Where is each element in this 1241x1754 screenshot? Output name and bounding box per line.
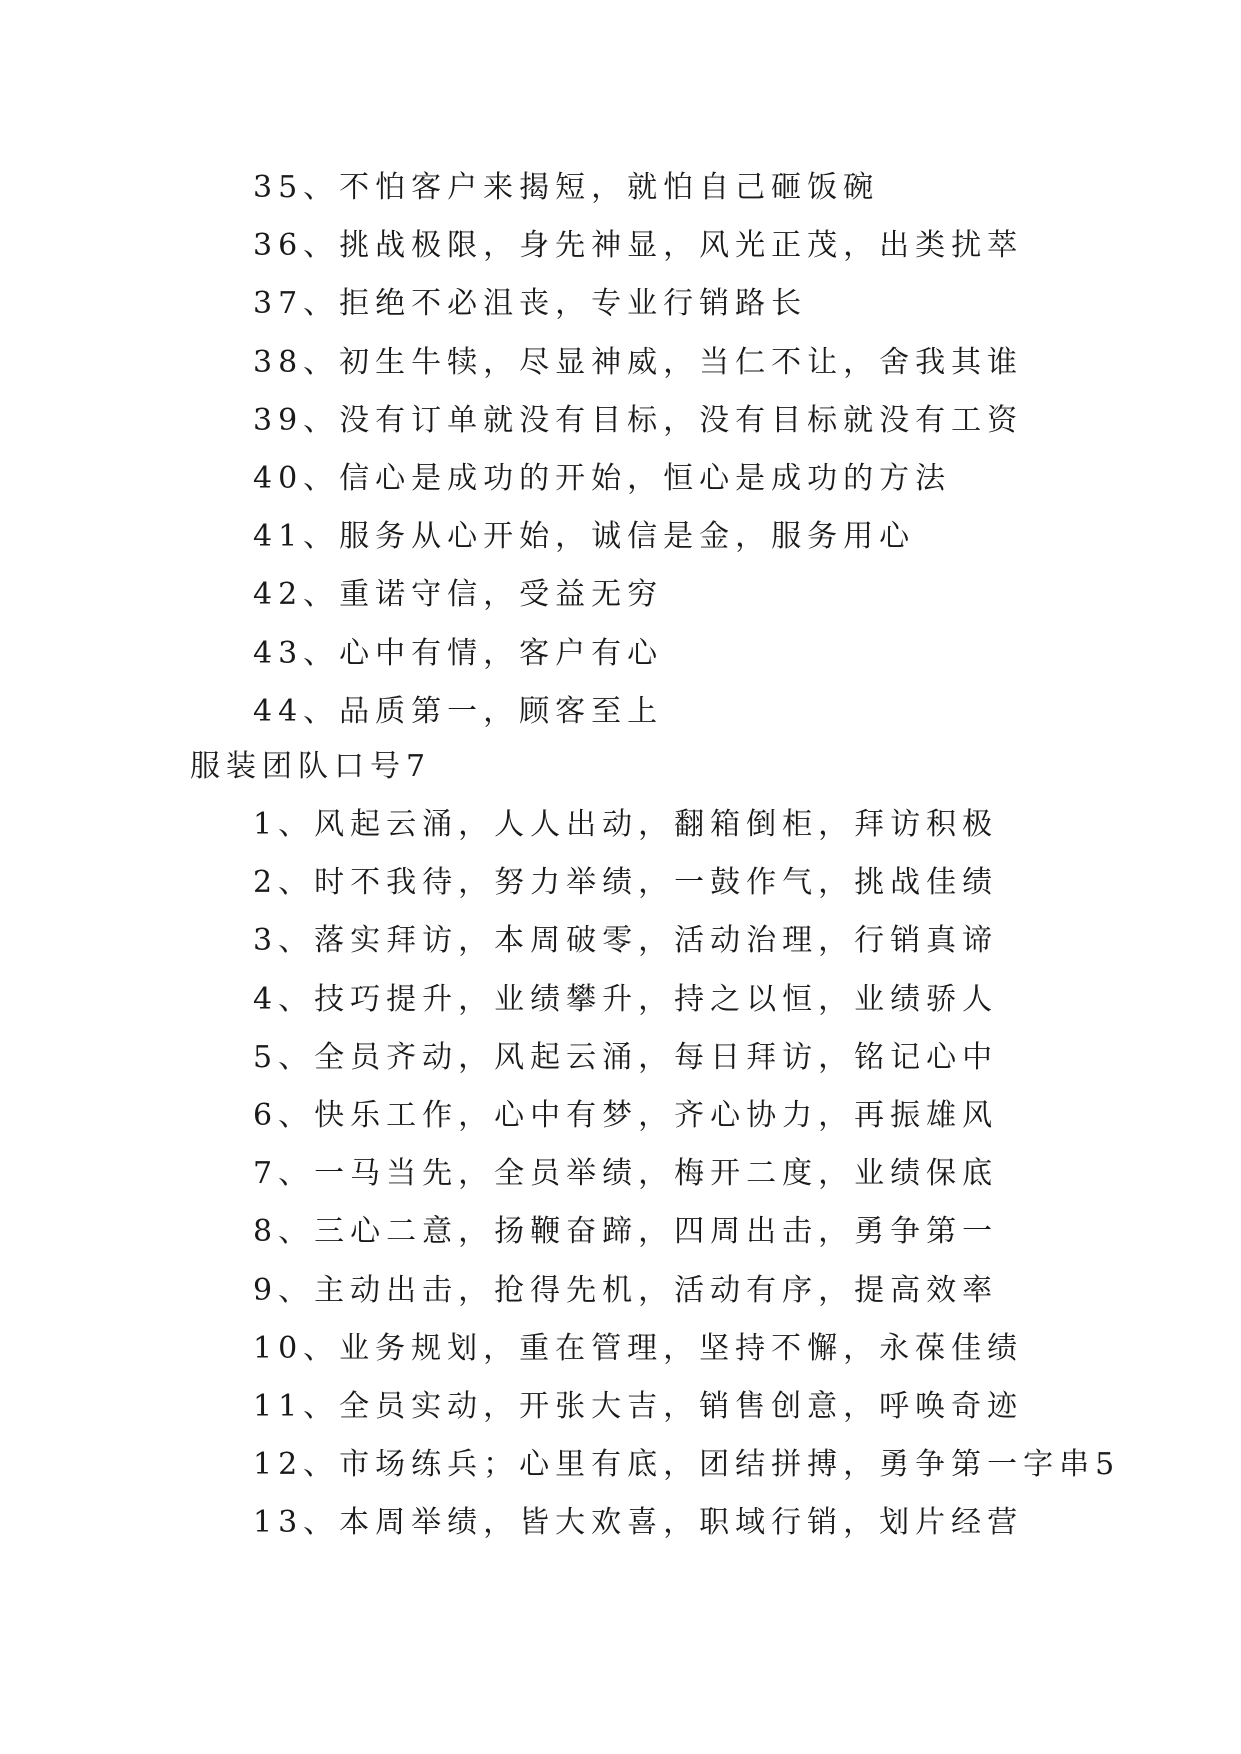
list-item: 2、时不我待，努力举绩，一鼓作气，挑战佳绩 bbox=[253, 865, 999, 901]
list-item: 44、品质第一，顾客至上 bbox=[253, 693, 664, 729]
list-item: 38、初生牛犊，尽显神威，当仁不让，舍我其谁 bbox=[253, 344, 1024, 380]
list-item: 10、业务规划，重在管理，坚持不懈，永葆佳绩 bbox=[253, 1330, 1024, 1366]
list-item: 36、挑战极限，身先神显，风光正茂，出类扰萃 bbox=[253, 228, 1024, 264]
slogan-list-part1 bbox=[0, 159, 1241, 741]
list-item: 12、市场练兵；心里有底，团结拼搏，勇争第一字串5 bbox=[253, 1447, 1121, 1483]
list-item: 4、技巧提升，业绩攀升，持之以恒，业绩骄人 bbox=[253, 981, 999, 1017]
list-item: 9、主动出击，抢得先机，活动有序，提高效率 bbox=[253, 1272, 999, 1308]
list-item: 6、快乐工作，心中有梦，齐心协力，再振雄风 bbox=[253, 1097, 999, 1133]
list-item: 37、拒绝不必沮丧，专业行销路长 bbox=[253, 286, 808, 322]
list-item: 35、不怕客户来揭短，就怕自己砸饭碗 bbox=[253, 170, 880, 205]
list-item: 43、心中有情，客户有心 bbox=[253, 635, 664, 671]
list-item: 11、全员实动，开张大吉，销售创意，呼唤奇迹 bbox=[253, 1388, 1024, 1424]
list-item: 7、一马当先，全员举绩，梅开二度，业绩保底 bbox=[253, 1156, 999, 1192]
list-item: 8、三心二意，扬鞭奋蹄，四周出击，勇争第一 bbox=[253, 1214, 999, 1250]
list-item: 3、落实拜访，本周破零，活动治理，行销真谛 bbox=[253, 923, 999, 959]
slogan-list-part2 bbox=[0, 796, 1241, 1552]
list-item: 39、没有订单就没有目标，没有目标就没有工资 bbox=[253, 402, 1024, 438]
list-item: 40、信心是成功的开始，恒心是成功的方法 bbox=[253, 460, 952, 496]
list-item: 5、全员齐动，风起云涌，每日拜访，铭记心中 bbox=[253, 1039, 999, 1075]
list-item: 42、重诺守信，受益无穷 bbox=[253, 577, 664, 613]
list-item: 41、服务从心开始，诚信是金，服务用心 bbox=[253, 519, 916, 555]
section-heading: 服装团队口号7 bbox=[190, 749, 432, 784]
list-item: 1、风起云涌，人人出动，翻箱倒柜，拜访积极 bbox=[253, 807, 999, 842]
list-item: 13、本周举绩，皆大欢喜，职域行销，划片经营 bbox=[253, 1505, 1024, 1541]
